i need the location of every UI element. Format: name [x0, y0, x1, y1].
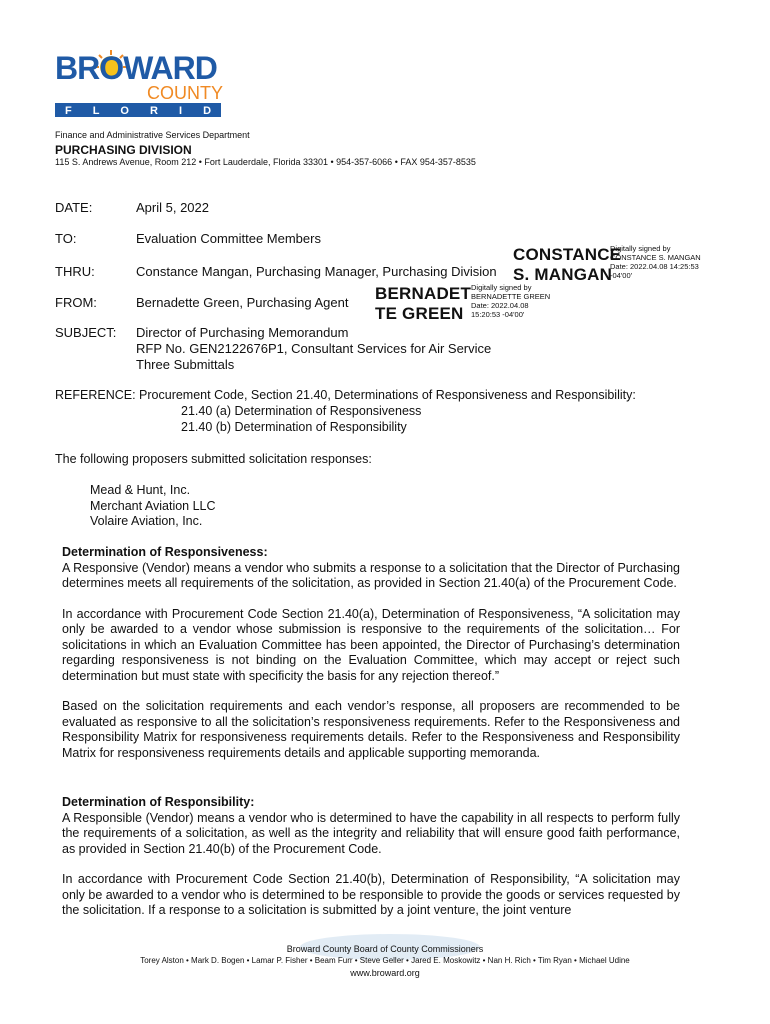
division-title: PURCHASING DIVISION: [55, 143, 192, 157]
list-item: Volaire Aviation, Inc.: [90, 514, 203, 528]
paragraph: In accordance with Procurement Code Section 21.40(a), Determination of Responsiveness, “A solicitation may only be awarded to a vendor whose submission is responsive to the requirements of the solicitation… For solicitations in which an Evaluation Committee has been appointed, the Director of Purchasing’s determination regarding responsiveness is not binding on the Evaluation Committee, which may accept or reject such determination but must state with specificity the basis for any rejection thereof.”: [62, 606, 680, 683]
svg-text:BROWARD: BROWARD: [55, 50, 217, 86]
proposer-list: [90, 483, 216, 530]
paragraph: Based on the solicitation requirements and each vendor’s response, all proposers are recommended to be evaluated as responsive to all the solicitation’s responsiveness requirements. Refer to the Responsiveness and Responsibility Matrix for responsiveness requirements details. Refer to the Responsiveness and Responsibility Matrix for responsiveness requirements details and applicable supporting memoranda.: [62, 699, 680, 760]
section-heading: Determination of Responsibility:: [62, 795, 255, 809]
from-label: FROM:: [55, 295, 97, 310]
date-value: April 5, 2022: [136, 200, 209, 215]
subject-line: Director of Purchasing Memorandum: [136, 325, 349, 340]
reference-line: REFERENCE: Procurement Code, Section 21.40, Determinations of Responsiveness and Responsibility:: [55, 388, 636, 402]
section-heading: Determination of Responsiveness:: [62, 545, 268, 559]
signature-detail: Date: 2022.04.08 14:25:53: [610, 262, 699, 271]
from-value: Bernadette Green, Purchasing Agent: [136, 295, 349, 310]
broward-county-logo: [55, 47, 249, 119]
signature-name-line: BERNADET: [375, 284, 472, 303]
signature-detail: -04'00': [610, 271, 633, 280]
footer-commissioners: Torey Alston • Mark D. Bogen • Lamar P. Fisher • Beam Furr • Steve Geller • Jared E. Moskowitz • Nan H. Rich • Tim Ryan • Michael Udine: [140, 956, 630, 965]
subject-line: RFP No. GEN2122676P1, Consultant Services for Air Service: [136, 341, 492, 356]
division-address: 115 S. Andrews Avenue, Room 212 • Fort Lauderdale, Florida 33301 • 954-357-6066 • FAX 954-357-8535: [55, 157, 476, 167]
signature-name-line: CONSTANCE: [513, 245, 622, 264]
paragraph: In accordance with Procurement Code Section 21.40(b), Determination of Responsibility, “A solicitation may only be awarded to a vendor who is determined to be responsible to provide the goods or services requested by the solicitation. If a response to a solicitation is submitted by a joint venture, the joint venture: [62, 872, 680, 917]
responsibility-section: [62, 795, 680, 919]
department-name: Finance and Administrative Services Department: [55, 130, 250, 140]
to-label: TO:: [55, 231, 77, 246]
svg-text:COUNTY: COUNTY: [147, 83, 223, 103]
signature-detail: BERNADETTE GREEN: [471, 292, 551, 301]
signature-detail: CONSTANCE S. MANGAN: [610, 253, 701, 262]
signature-detail: Digitally signed by: [610, 244, 671, 253]
footer-website: www.broward.org: [350, 968, 420, 978]
signature-green-details: [471, 283, 550, 319]
signature-mangan: [513, 245, 621, 285]
signature-name-line: TE GREEN: [375, 304, 464, 323]
signature-name-line: S. MANGAN: [513, 265, 613, 284]
paragraph: A Responsible (Vendor) means a vendor who is determined to have the capability in all respects to perform fully the requirements of a solicitation, as well as the integrity and reliability that will ensure good faith performance, as provided in Section 21.40(b) of the Procurement Code.: [62, 810, 680, 856]
list-item: Merchant Aviation LLC: [90, 498, 216, 513]
signature-green: [375, 284, 471, 324]
subject-line: Three Submittals: [136, 357, 235, 372]
thru-label: THRU:: [55, 264, 95, 279]
responsiveness-section: [62, 545, 680, 761]
svg-text:F L O R I D A: F L O R I D A: [65, 105, 249, 117]
date-label: DATE:: [55, 200, 93, 215]
logo-graphic: [55, 47, 249, 119]
reference-line: 21.40 (b) Determination of Responsibility: [181, 420, 407, 434]
subject-label: SUBJECT:: [55, 325, 117, 340]
subject-block: [136, 325, 491, 373]
signature-mangan-details: [610, 244, 701, 280]
signature-detail: Digitally signed by: [471, 283, 532, 292]
signature-detail: 15:20:53 -04'00': [471, 310, 525, 319]
footer-board: Broward County Board of County Commissioners: [286, 944, 484, 954]
intro-text: The following proposers submitted solicitation responses:: [55, 452, 372, 466]
to-value: Evaluation Committee Members: [136, 231, 321, 246]
signature-detail: Date: 2022.04.08: [471, 301, 529, 310]
list-item: Mead & Hunt, Inc.: [90, 483, 191, 497]
paragraph: A Responsive (Vendor) means a vendor who submits a response to a solicitation that the Director of Purchasing determines meets all requirements of the solicitation, as provided in Section 21.40(a) of the Procurement Code.: [62, 560, 680, 590]
reference-line: 21.40 (a) Determination of Responsiveness: [181, 404, 422, 418]
thru-value: Constance Mangan, Purchasing Manager, Purchasing Division: [136, 264, 497, 279]
